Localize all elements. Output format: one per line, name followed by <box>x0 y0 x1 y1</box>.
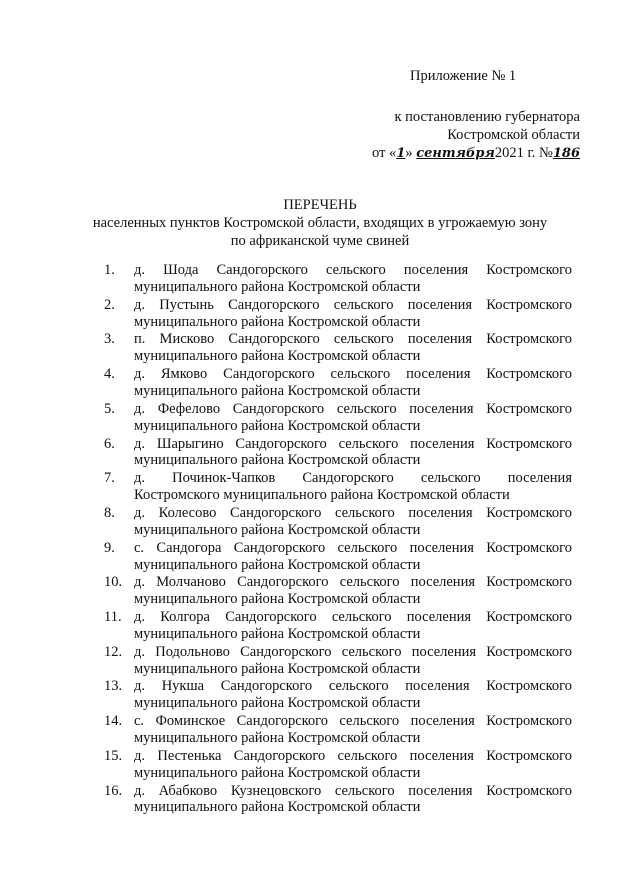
list-item-line-2: муниципального района Костромской области <box>134 764 421 781</box>
list-item-line-1: д. Ямково Сандогорского сельского поселения Костромского <box>134 366 572 383</box>
list-item-line-2: муниципального района Костромской области <box>134 417 421 434</box>
list-item-text <box>134 401 572 435</box>
list-item-number: 1. <box>104 262 115 278</box>
list-item-text <box>134 366 572 400</box>
list-item-line-2: муниципального района Костромской области <box>134 556 421 573</box>
list-item-line-2: Костромского муниципального района Костромской области <box>134 487 510 504</box>
decree-line-2: Костромской области <box>447 127 580 143</box>
list-item-text <box>134 783 572 817</box>
list-item <box>104 331 572 365</box>
date-day-handwritten: 1 <box>396 146 406 161</box>
document-title <box>0 196 640 250</box>
list-item <box>104 401 572 435</box>
date-mid: » <box>405 145 413 161</box>
list-item-line-1: д. Фефелово Сандогорского сельского поселения Костромского <box>134 400 572 417</box>
list-item-number: 4. <box>104 366 115 383</box>
list-item-text <box>134 262 572 296</box>
list-item-line-1: д. Колесово Сандогорского сельского поселения Костромского <box>134 504 572 521</box>
list-item <box>104 748 572 782</box>
list-item-text <box>134 748 572 782</box>
list-item-line-1: д. Подольново Сандогорского сельского поселения Костромского <box>134 643 572 660</box>
list-item-text <box>134 540 572 574</box>
list-item <box>104 609 572 643</box>
list-item-text <box>134 505 572 539</box>
list-item-line-2: муниципального района Костромской области <box>134 591 421 608</box>
settlement-list <box>104 262 572 817</box>
list-item-text <box>134 574 572 608</box>
date-month-handwritten: сентября <box>416 146 495 161</box>
list-item-number: 3. <box>104 331 115 348</box>
list-item-line-1: д. Колгора Сандогорского сельского поселения Костромского <box>134 609 572 626</box>
list-item-text <box>134 678 572 712</box>
list-item <box>104 678 572 712</box>
date-year: 2021 г. № <box>494 145 553 161</box>
list-item-line-1: д. Абабково Кузнецовского сельского поселения Костромского <box>134 782 572 799</box>
list-item <box>104 470 572 504</box>
title-line-2: по африканской чуме свиней <box>230 233 410 249</box>
list-item-text <box>134 470 572 504</box>
list-item-line-2: муниципального района Костромской области <box>134 452 421 469</box>
list-item-line-1: с. Сандогора Сандогорского сельского поселения Костромского <box>134 539 572 556</box>
list-item-line-2: муниципального района Костромской области <box>134 313 421 330</box>
list-item-line-2: муниципального района Костромской области <box>134 348 421 365</box>
list-item-number: 5. <box>104 400 115 417</box>
list-item <box>104 574 572 608</box>
list-item-text <box>134 297 572 331</box>
decree-line-1: к постановлению губернатора <box>394 109 580 125</box>
list-item-line-2: муниципального района Костромской области <box>134 730 421 747</box>
list-item-text <box>134 609 572 643</box>
list-item <box>104 366 572 400</box>
list-item <box>104 644 572 678</box>
list-item-line-2: муниципального района Костромской области <box>134 625 421 642</box>
list-item <box>104 505 572 539</box>
list-item-line-1: с. Фоминское Сандогорского сельского поселения Костромского <box>134 713 572 730</box>
list-item-line-1: д. Молчаново Сандогорского сельского поселения Костромского <box>134 574 572 591</box>
list-item-number: 10. <box>104 574 123 591</box>
date-prefix: от « <box>372 145 397 161</box>
list-item-text <box>134 436 572 470</box>
list-item-line-2: муниципального района Костромской области <box>134 799 421 816</box>
list-item-number: 15. <box>104 747 123 764</box>
list-item <box>104 262 572 296</box>
list-item-number: 14. <box>104 713 123 730</box>
list-item-line-1: д. Починок-Чапков Сандогорского сельского поселения <box>134 470 572 487</box>
list-item-number: 11. <box>104 609 122 626</box>
list-item-number: 7. <box>104 470 115 487</box>
list-item <box>104 783 572 817</box>
title-heading: ПЕРЕЧЕНЬ <box>283 197 357 213</box>
list-item-number: 16. <box>104 782 123 799</box>
list-item-number: 6. <box>104 435 115 452</box>
list-item <box>104 713 572 747</box>
list-item-line-2: муниципального района Костромской области <box>134 383 421 400</box>
appendix-label: Приложение № 1 <box>410 68 517 84</box>
list-item-line-2: муниципального района Костромской области <box>134 695 421 712</box>
list-item <box>104 436 572 470</box>
decree-date-line <box>320 144 580 163</box>
list-item-line-1: п. Мисково Сандогорского сельского поселения Костромского <box>134 331 572 348</box>
title-line-1: населенных пунктов Костромской области, входящих в угрожаемую зону <box>92 215 548 231</box>
decree-number-handwritten: 186 <box>552 146 580 161</box>
list-item-line-1: д. Пестенька Сандогорского сельского поселения Костромского <box>134 747 572 764</box>
list-item-text <box>134 713 572 747</box>
list-item-number: 9. <box>104 539 115 556</box>
list-item-line-2: муниципального района Костромской области <box>134 521 421 538</box>
list-item-line-1: д. Пустынь Сандогорского сельского поселения Костромского <box>134 296 572 313</box>
list-item-line-2: муниципального района Костромской области <box>134 660 421 677</box>
list-item-number: 8. <box>104 504 115 521</box>
list-item-number: 2. <box>104 296 115 313</box>
list-item <box>104 297 572 331</box>
list-item-line-1: д. Нукша Сандогорского сельского поселения Костромского <box>134 678 572 695</box>
list-item-text <box>134 331 572 365</box>
list-item-text <box>134 644 572 678</box>
list-item-line-1: д. Шода Сандогорского сельского поселения Костромского <box>134 262 572 278</box>
decree-reference <box>320 108 580 163</box>
list-item <box>104 540 572 574</box>
list-item-line-2: муниципального района Костромской области <box>134 278 421 295</box>
list-item-number: 13. <box>104 678 123 695</box>
list-item-line-1: д. Шарыгино Сандогорского сельского поселения Костромского <box>134 435 572 452</box>
list-item-number: 12. <box>104 643 123 660</box>
